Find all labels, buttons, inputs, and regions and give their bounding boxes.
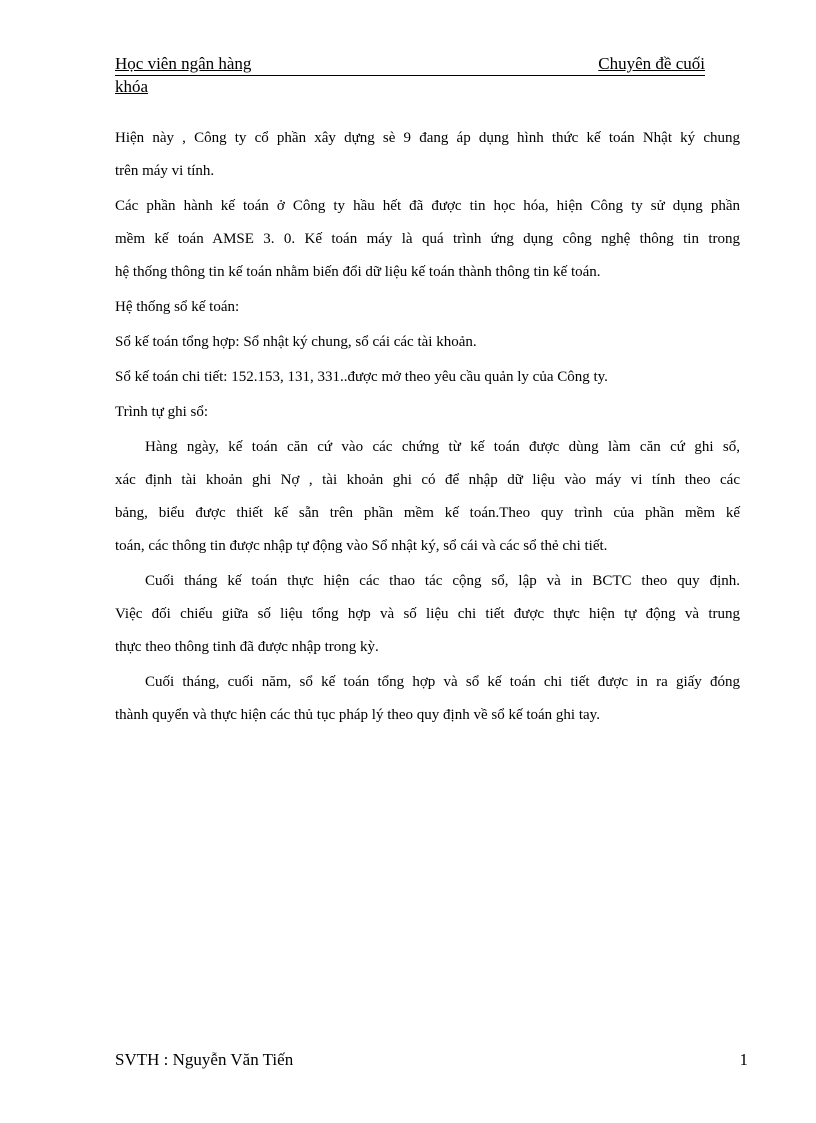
text-line: bảng, biểu được thiết kế sẵn trên phần mềm kế toán.Theo quy trình của phần mềm kế (115, 505, 740, 521)
text-line: Sổ kế toán chi tiết: 152.153, 131, 331..được mở theo yêu cầu quản ly của Công ty. (115, 369, 608, 385)
text-line: thực theo thông tinh đã được nhập trong kỳ. (115, 639, 379, 655)
paragraph (115, 330, 740, 363)
text-line: Hiện này , Công ty cổ phần xây dựng sè 9 đang áp dụng hình thức kế toán Nhật ký chung (115, 130, 740, 146)
paragraph (115, 569, 740, 668)
text-line: Hệ thống sổ kế toán: (115, 299, 240, 315)
text-line: Các phần hành kế toán ở Công ty hầu hết đã được tin học hóa, hiện Công ty sử dụng phần (115, 198, 740, 214)
text-line: xác định tài khoản ghi Nợ , tài khoản ghi có để nhập dữ liệu vào máy vi tính theo các (115, 472, 740, 488)
text-line: Sổ kế toán tổng hợp: Sổ nhật ký chung, sổ cái các tài khoản. (115, 334, 477, 350)
header-institution: Học viên ngân hàng (115, 54, 252, 73)
page-header (115, 53, 705, 98)
header-title: Chuyên đề cuối (598, 54, 705, 73)
paragraph (115, 400, 740, 433)
paragraph (115, 194, 740, 293)
paragraph (115, 670, 740, 736)
paragraph-gap (115, 736, 740, 738)
paragraph (115, 365, 740, 398)
text-line: Trình tự ghi sổ: (115, 404, 209, 420)
text-line: hệ thống thông tin kế toán nhằm biến đổi dữ liệu kế toán thành thông tin kế toán. (115, 264, 601, 280)
paragraph (115, 295, 740, 328)
footer-author: SVTH : Nguyễn Văn Tiến (115, 1050, 294, 1069)
text-line: toán, các thông tin được nhập tự động vào Sổ nhật ký, sổ cái và các sổ thẻ chi tiết. (115, 538, 608, 554)
text-line: Cuối tháng, cuối năm, sổ kế toán tổng hợp và sổ kế toán chi tiết được in ra giấy đóng (145, 674, 740, 690)
text-line: Việc đối chiếu giữa số liệu tổng hợp và số liệu chi tiết được thực hiện tự động và trung (115, 606, 740, 622)
text-line: Hàng ngày, kế toán căn cứ vào các chứng từ kế toán được dùng làm căn cứ ghi sổ, (145, 439, 740, 455)
page-number: 1 (739, 1050, 748, 1069)
text-line: mềm kế toán AMSE 3. 0. Kế toán máy là quá trình ứng dụng công nghệ thông tin trong (115, 231, 740, 247)
text-line: trên máy vi tính. (115, 163, 215, 179)
document-body (115, 126, 740, 738)
text-line: thành quyển và thực hiện các thủ tục pháp lý theo quy định về sổ kế toán ghi tay. (115, 707, 600, 723)
paragraph (115, 435, 740, 567)
header-row (115, 53, 705, 76)
header-title-continuation: khóa (115, 77, 149, 96)
text-line: Cuối tháng kế toán thực hiện các thao tác cộng sổ, lập và in BCTC theo quy định. (145, 573, 740, 589)
page-footer (115, 1050, 748, 1070)
paragraph (115, 126, 740, 192)
